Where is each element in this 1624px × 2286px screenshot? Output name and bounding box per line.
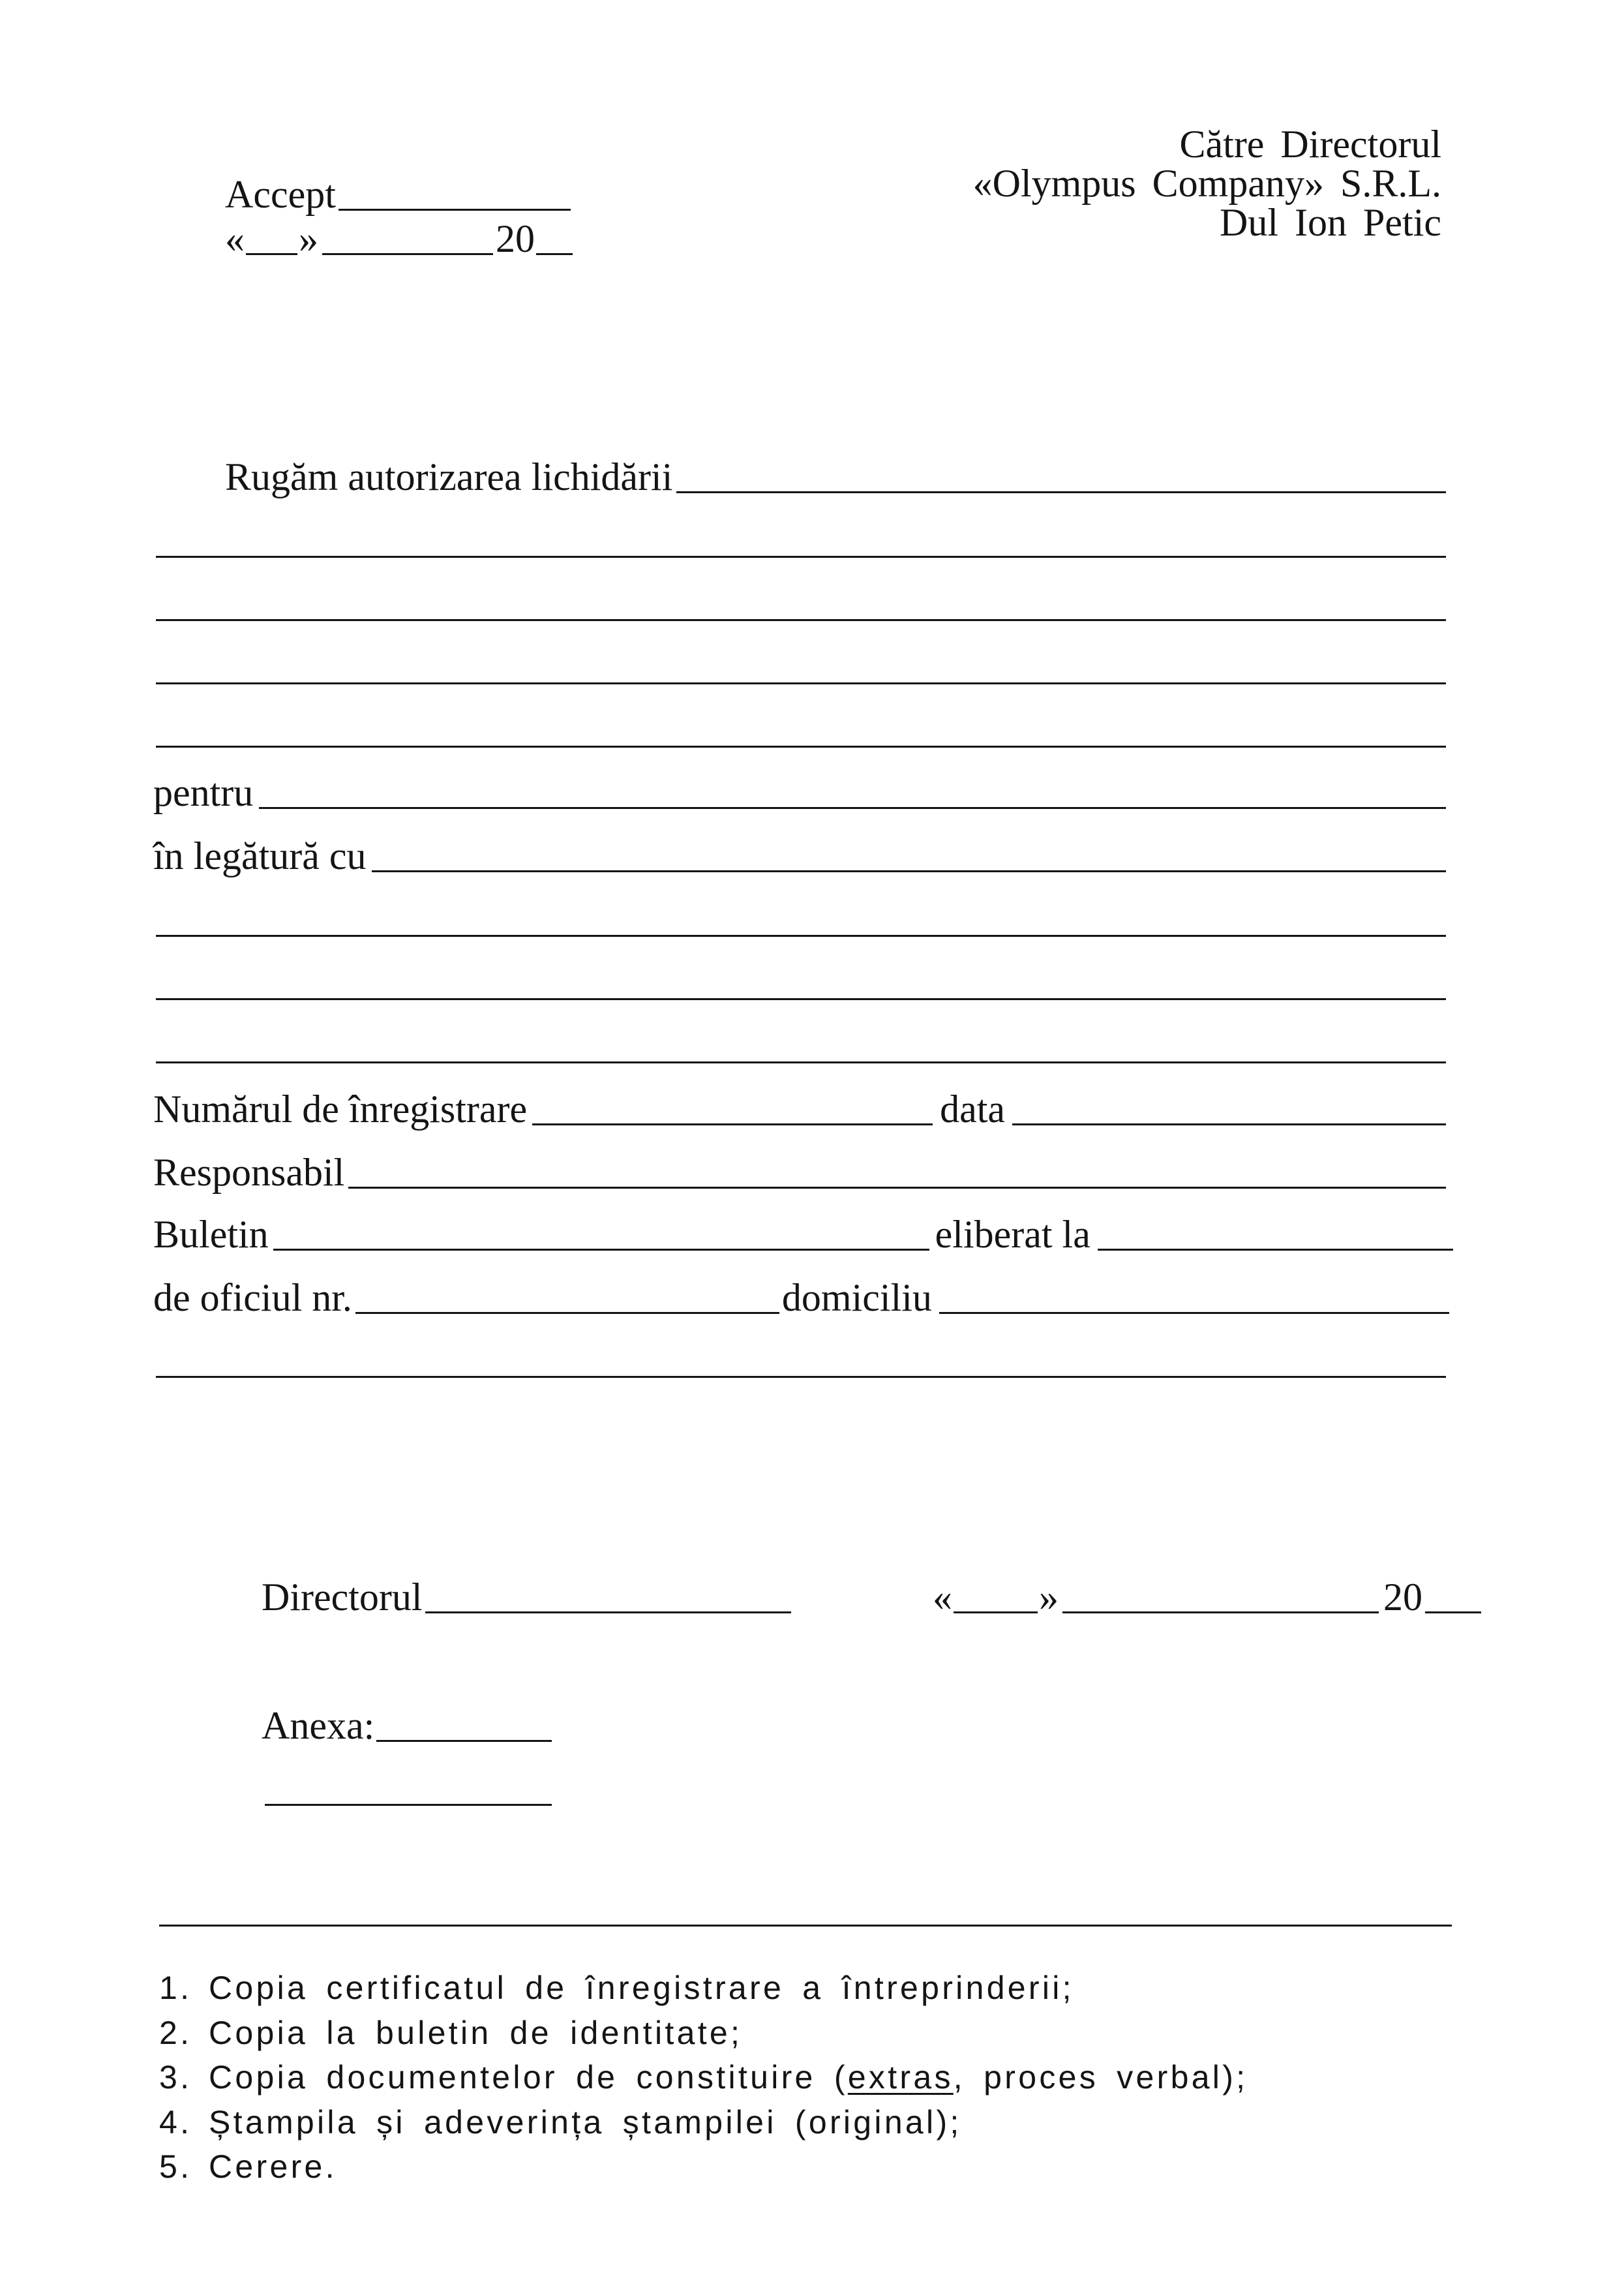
recipient-block (973, 125, 1441, 242)
signature-date-row (933, 1577, 1481, 1617)
for-row (153, 773, 1446, 812)
date-fill-line (1012, 1123, 1446, 1125)
regarding-label: în legătură cu (153, 834, 367, 877)
director-signature-line (425, 1611, 791, 1613)
request-fill-line (676, 491, 1446, 493)
annex-row (262, 1706, 552, 1745)
regarding-fill-line (372, 870, 1446, 872)
id-card-label: Buletin (153, 1213, 269, 1256)
list-item-number: 5. (159, 2148, 192, 2185)
registration-row (153, 1090, 1446, 1129)
for-label: pentru (153, 771, 254, 814)
request-row (225, 457, 1446, 496)
list-item-number: 3. (159, 2059, 192, 2096)
month-fill-line (1062, 1611, 1379, 1613)
attachments-list (159, 1966, 1248, 2189)
blank-line (156, 998, 1446, 1000)
list-item-text: Cerere. (209, 2148, 337, 2185)
responsible-row (153, 1153, 1446, 1192)
director-label: Directorul (262, 1576, 423, 1619)
regarding-row (153, 836, 1446, 876)
director-row (262, 1577, 791, 1617)
office-number-label: de oficiul nr. (153, 1276, 352, 1319)
list-item-underlined-text: extras (847, 2059, 954, 2096)
blank-line (156, 556, 1446, 558)
date-label: data (940, 1088, 1006, 1131)
month-fill-line (322, 253, 493, 255)
for-fill-line (259, 807, 1446, 809)
recipient-address: Dul Ion Petic (1220, 201, 1441, 244)
year-prefix: 20 (496, 217, 535, 260)
list-item-text: Copia certificatul de înregistrare a întreprinderii; (209, 1970, 1074, 2006)
list-item (159, 2100, 1248, 2145)
year-fill-line (536, 253, 573, 255)
office-number-fill-line (355, 1312, 779, 1314)
issued-by-fill-line (1098, 1249, 1453, 1251)
year-prefix: 20 (1383, 1576, 1422, 1619)
office-row (153, 1278, 1449, 1317)
request-label: Rugăm autorizarea lichidării (225, 455, 673, 498)
annex-fill-line (376, 1740, 552, 1742)
issued-by-label: eliberat la (935, 1213, 1090, 1256)
list-item-text: Ștampila și adeverința ștampilei (original); (209, 2103, 962, 2141)
list-item (159, 2011, 1248, 2056)
responsible-fill-line (348, 1187, 1446, 1189)
day-close-quote: » (1039, 1576, 1059, 1619)
list-item-number: 2. (159, 2014, 192, 2051)
address-label: domiciliu (781, 1276, 932, 1319)
list-item-text-after: , proces verbal); (953, 2059, 1248, 2096)
annex-extra-line (265, 1804, 552, 1806)
blank-line (156, 619, 1446, 621)
accept-label: Accept (225, 173, 336, 216)
list-item (159, 1966, 1248, 2011)
accept-fill-line (338, 209, 571, 211)
list-item-number: 1. (159, 1970, 192, 2006)
list-item-number: 4. (159, 2103, 192, 2141)
id-card-row (153, 1215, 1453, 1254)
day-open-quote: « (225, 217, 245, 260)
year-fill-line (1425, 1611, 1481, 1613)
day-fill-line (246, 253, 297, 255)
address-fill-line (939, 1312, 1449, 1314)
day-close-quote: » (299, 217, 318, 260)
blank-line (156, 1061, 1446, 1063)
day-open-quote: « (933, 1576, 952, 1619)
id-card-fill-line (273, 1249, 929, 1251)
blank-line (156, 1376, 1446, 1378)
recipient-company: «Olympus Company» S.R.L. (972, 162, 1441, 205)
recipient-title: Către Directorul (1179, 123, 1441, 166)
annex-label: Anexa: (262, 1704, 375, 1747)
accept-date-row (225, 219, 573, 258)
blank-line (156, 682, 1446, 684)
blank-line (156, 935, 1446, 937)
day-fill-line (954, 1611, 1038, 1613)
list-item (159, 2144, 1248, 2189)
accept-row (225, 175, 571, 214)
responsible-label: Responsabil (153, 1151, 345, 1194)
blank-line (156, 746, 1446, 748)
list-item (159, 2055, 1248, 2100)
list-item-text: Copia la buletin de identitate; (209, 2014, 743, 2051)
registration-number-fill-line (532, 1123, 933, 1125)
registration-number-label: Numărul de înregistrare (153, 1088, 528, 1131)
separator-line (159, 1925, 1452, 1927)
list-item-text-before: Copia documentelor de constituire ( (209, 2059, 848, 2096)
